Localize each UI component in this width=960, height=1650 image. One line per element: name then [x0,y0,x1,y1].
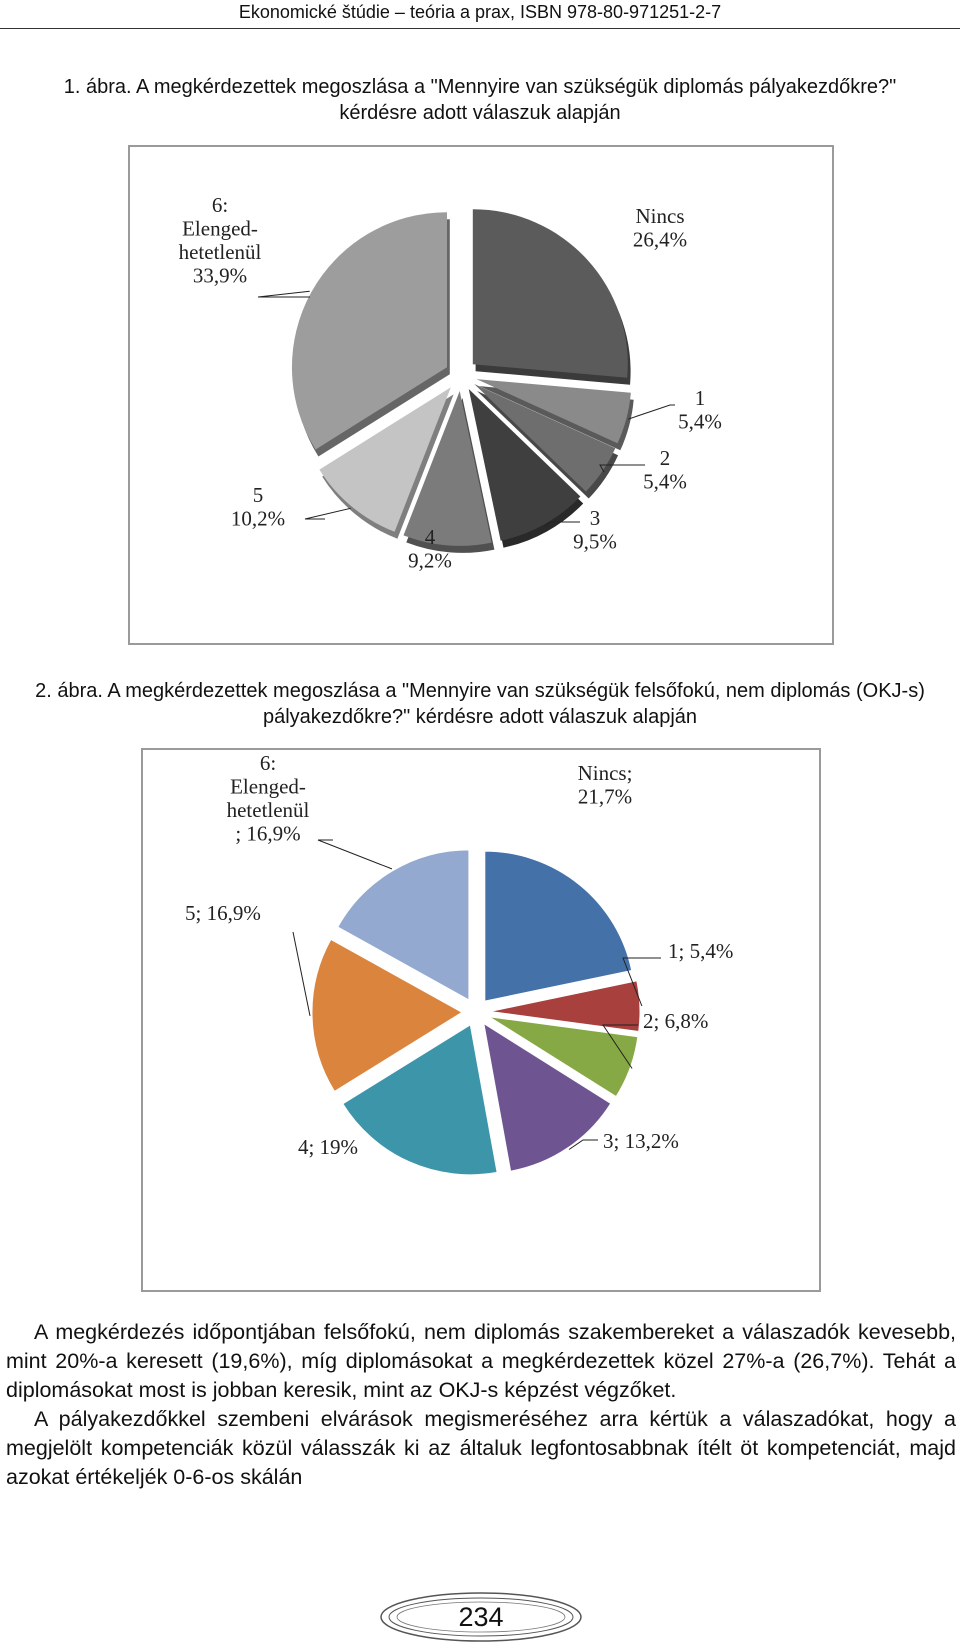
fig2-label-2: 2; 6,8% [643,1009,709,1033]
paragraph-2: A pályakezdőkkel szembeni elvárások megismeréséhez arra kértük a válaszadókat, hogy a megjelölt kompetenciák közül válasszák ki az általuk legfontosabbnak ítélt öt kompetenciát, majd azokat értékeljék 0-6-os skálán [6,1407,956,1489]
fig1-label-5: 5 10,2% [230,483,286,531]
fig2-label-0: Nincs; 21,7% [577,761,633,809]
fig2-label-6: 6: Elenged-hetetlenül ; 16,9% [226,751,310,846]
fig1-leader-1 [628,405,675,419]
figure-2-pie-chart [141,748,821,1292]
page-number-badge [377,1590,585,1644]
fig2-label-5: 5; 16,9% [185,901,261,925]
fig1-leader-6 [258,291,310,297]
body-text [6,1318,956,1492]
fig1-label-1: 1 5,4% [678,386,722,434]
figure-1-pie-chart [128,145,834,645]
fig2-label-1: 1; 5,4% [668,939,734,963]
fig1-label-2: 2 5,4% [643,446,687,494]
fig2-label-3: 3; 13,2% [603,1129,679,1153]
running-header: Ekonomické štúdie – teória a prax, ISBN 978-80-971251-2-7 [0,0,960,29]
figure-1-caption: 1. ábra. A megkérdezettek megoszlása a "Mennyire van szükségük diplomás pályakezdőkre?" kérdésre adott válaszuk alapján [63,76,897,124]
fig2-label-4: 4; 19% [297,1135,359,1159]
fig1-leader-5 [305,508,351,519]
fig1-label-0: Nincs 26,4% [632,204,688,252]
paragraph-1: A megkérdezés időpontjában felsőfokú, nem diplomás szakembereket a válaszadók kevesebb, mint 20%-a keresett (19,6%), míg diplomásokat a megkérdezettek közel 27%-a (26,7%). Tehát a diplomásokat most is jobban keresik, mint az OKJ-s képzést végzőket. [6,1320,956,1402]
page-number: 234 [458,1602,504,1632]
fig1-label-3: 3 9,5% [573,506,617,554]
fig2-leader-5 [293,932,310,1016]
fig1-slice-0 [473,209,631,385]
figure-2-caption: 2. ábra. A megkérdezettek megoszlása a "Mennyire van szükségük felsőfokú, nem diplomás (OKJ-s) pályakezdőkre?" kérdésre adott válaszuk alapján [35,680,925,728]
fig2-leader-6 [318,840,392,869]
fig1-label-6: 6: Elenged-hetetlenül 33,9% [178,193,262,288]
fig1-label-4: 4 9,2% [408,525,452,573]
fig2-slice-0 [485,851,632,1001]
